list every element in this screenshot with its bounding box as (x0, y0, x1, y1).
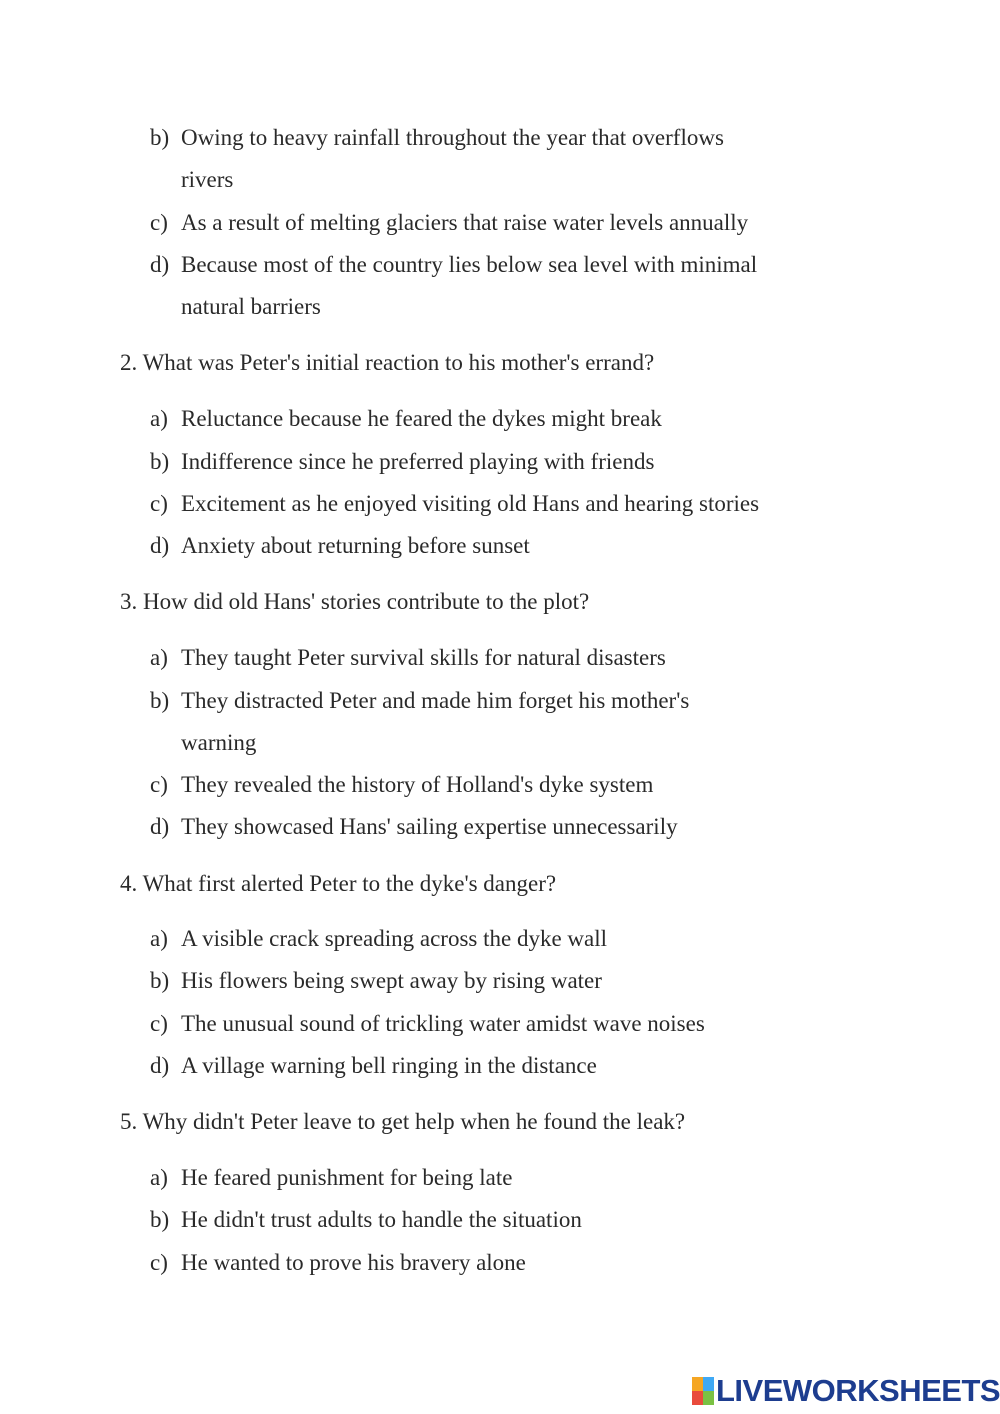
option-text: They taught Peter survival skills for natural disasters (181, 645, 666, 670)
option-text: He feared punishment for being late (181, 1165, 513, 1190)
option-letter: b) (150, 449, 170, 474)
question-text: 3. How did old Hans' stories contribute to the plot? (120, 589, 590, 614)
option-letter: b) (150, 688, 170, 713)
option-letter: b) (150, 968, 170, 993)
option-text: As a result of melting glaciers that raise water levels annually (181, 210, 749, 235)
question-text: 5. Why didn't Peter leave to get help when he found the leak? (120, 1109, 686, 1134)
option-text: A village warning bell ringing in the distance (181, 1053, 597, 1078)
option-letter: d) (150, 1053, 170, 1078)
question-text: 4. What first alerted Peter to the dyke's danger? (120, 871, 557, 896)
logo-tile (692, 1391, 703, 1405)
option-letter: b) (150, 125, 170, 150)
logo-text: LIVEWORKSHEETS (716, 1373, 1000, 1408)
option-letter: c) (150, 491, 168, 516)
option-text: rivers (181, 167, 234, 192)
option-text: They distracted Peter and made him forget his mother's (181, 688, 690, 713)
logo-tile (703, 1377, 714, 1391)
logo-tile (703, 1391, 714, 1405)
logo-tile (692, 1377, 703, 1391)
option-text: A visible crack spreading across the dyke wall (181, 926, 608, 951)
option-letter: a) (150, 926, 168, 951)
option-letter: a) (150, 645, 168, 670)
logo-mark-icon (692, 1377, 714, 1405)
option-text: His flowers being swept away by rising water (181, 968, 602, 993)
option-letter: a) (150, 1165, 168, 1190)
question-text: 2. What was Peter's initial reaction to his mother's errand? (120, 350, 655, 375)
option-text: Indifference since he preferred playing with friends (181, 449, 655, 474)
option-letter: c) (150, 1011, 168, 1036)
option-letter: c) (150, 210, 168, 235)
option-text: The unusual sound of trickling water amidst wave noises (181, 1011, 705, 1036)
option-text: He didn't trust adults to handle the situation (181, 1207, 582, 1232)
option-letter: b) (150, 1207, 170, 1232)
option-text: Owing to heavy rainfall throughout the year that overflows (181, 125, 724, 150)
option-text: natural barriers (181, 294, 321, 319)
option-text: Anxiety about returning before sunset (181, 533, 530, 558)
option-text: warning (181, 730, 257, 755)
option-letter: d) (150, 252, 170, 277)
option-text: They showcased Hans' sailing expertise unnecessarily (181, 814, 678, 839)
option-text: Excitement as he enjoyed visiting old Hans and hearing stories (181, 491, 760, 516)
option-letter: a) (150, 406, 168, 431)
option-text: They revealed the history of Holland's dyke system (181, 772, 654, 797)
option-text: Because most of the country lies below sea level with minimal (181, 252, 758, 277)
option-letter: c) (150, 1250, 168, 1275)
option-letter: d) (150, 533, 170, 558)
option-text: He wanted to prove his bravery alone (181, 1250, 526, 1275)
option-letter: d) (150, 814, 170, 839)
option-text: Reluctance because he feared the dykes might break (181, 406, 662, 431)
liveworksheets-logo (692, 1374, 1000, 1408)
option-letter: c) (150, 772, 168, 797)
